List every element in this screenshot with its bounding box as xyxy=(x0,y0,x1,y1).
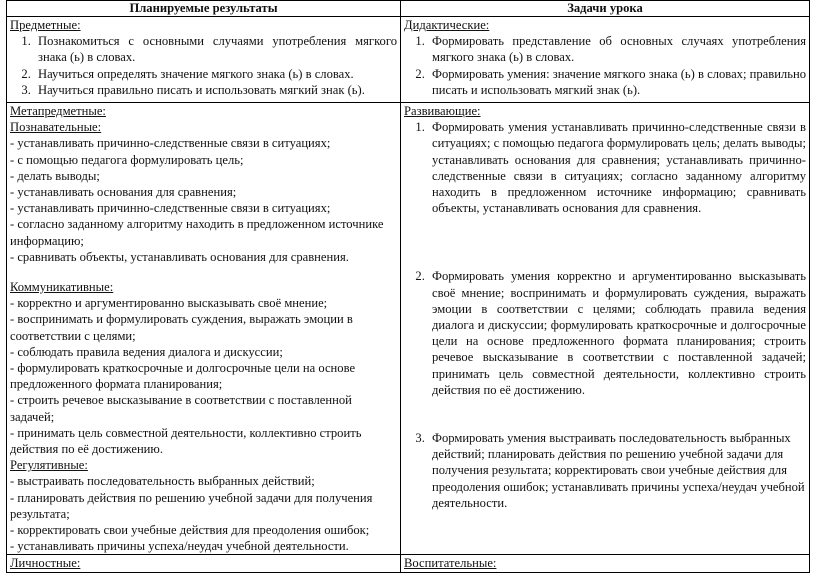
document-page xyxy=(6,0,810,571)
didactic-title: Дидактические: xyxy=(404,18,490,32)
list-item: - воспринимать и формулировать суждения, выражать эмоции в соответствии с целями; xyxy=(10,312,353,343)
subject-list xyxy=(10,33,397,98)
list-item: 1. Познакомиться с основными случаями употребления мягкого знака (ь) в словах. xyxy=(34,33,397,65)
list-item: 2. Формировать умения: значение мягкого знака (ь) в словах; правильно писать и использовать мягкий знак (ь). xyxy=(428,66,806,98)
educational-title: Воспитательные: xyxy=(404,556,497,571)
subject-results-cell xyxy=(7,17,401,103)
list-item: - формулировать краткосрочные и долгосрочные цели на основе предложенного формата планирования; xyxy=(10,361,356,392)
list-item: 1. Формировать представление об основных случаях употребления мягкого знака (ь) в словах. xyxy=(428,33,806,65)
list-item: 3. Научиться правильно писать и использовать мягкий знак (ь). xyxy=(34,82,397,98)
meta-title: Метапредметные: xyxy=(10,104,106,118)
list-item: - согласно заданному алгоритму находить в предложенном источнике информацию; xyxy=(10,217,384,248)
cognitive-title: Познавательные: xyxy=(10,120,102,135)
list-item: 3. Формировать умения выстраивать последовательность выбранных действий; планировать действия по решению учебной задачи для получения результата; корректировать свои учебные действия для преодоления ошибок; устанавливать причины успеха/неудач учебной деятельности. xyxy=(428,430,806,511)
list-item: - корректировать свои учебные действия для преодоления ошибок; xyxy=(10,523,370,538)
list-item: - устанавливать причинно-следственные связи в ситуациях; xyxy=(10,201,331,216)
regulatory-title: Регулятивные: xyxy=(10,458,88,473)
communicative-title: Коммуникативные: xyxy=(10,280,114,295)
list-item: - устанавливать основания для сравнения; xyxy=(10,185,237,200)
list-item: - соблюдать правила ведения диалога и дискуссии; xyxy=(10,344,283,359)
personal-title: Личностные: xyxy=(10,556,81,571)
didactic-list xyxy=(404,33,806,98)
list-item: - строить речевое высказывание в соответствии с поставленной задачей; xyxy=(10,393,352,424)
list-item: - корректно и аргументированно высказывать своё мнение; xyxy=(10,296,328,311)
personal-results-cell xyxy=(7,555,401,572)
list-item: - с помощью педагога формулировать цель; xyxy=(10,152,244,167)
developmental-list xyxy=(404,119,806,511)
meta-results-cell xyxy=(7,103,401,555)
list-item: - планировать действия по решению учебной задачи для получения результата; xyxy=(10,490,373,521)
list-item: - делать выводы; xyxy=(10,168,100,183)
header-planned-results: Планируемые результаты xyxy=(7,1,401,17)
didactic-tasks-cell xyxy=(401,17,810,103)
educational-tasks-cell xyxy=(401,555,810,572)
developmental-title: Развивающие: xyxy=(404,104,481,118)
list-item: 2. Формировать умения корректно и аргументированно высказывать своё мнение; воспринимать и формулировать суждения, выражать эмоции в соответствии с целями; соблюдать правила ведения диалога и дискуссии; формулировать краткосрочные и долгосрочные цели на основе предложенного формата планирования; строить речевое высказывание в соответствии с поставленной задачей; принимать цель совместной деятельности, коллективно строить действия по её достижению. xyxy=(428,268,806,398)
subject-title: Предметные: xyxy=(10,18,81,32)
list-item: - устанавливать причинно-следственные связи в ситуациях; xyxy=(10,136,331,151)
lesson-table xyxy=(6,0,810,573)
list-item: 1. Формировать умения устанавливать причинно-следственные связи в ситуациях; с помощью педагога формулировать цель; делать выводы; устанавливать основания для сравнения; устанавливать причинно-следственные связи в ситуациях; согласно заданному алгоритму находить в предложенном источнике информацию; сравнивать объекты, устанавливать основания для сравнения. xyxy=(428,119,806,216)
list-item: 2. Научиться определять значение мягкого знака (ь) в словах. xyxy=(34,66,397,82)
list-item: - принимать цель совместной деятельности, коллективно строить действия по её достижению. xyxy=(10,425,362,457)
developmental-tasks-cell xyxy=(401,103,810,555)
header-lesson-tasks: Задачи урока xyxy=(401,1,810,17)
list-item: - сравнивать объекты, устанавливать основания для сравнения. xyxy=(10,249,349,264)
list-item: - устанавливать причины успеха/неудач учебной деятельности. xyxy=(10,539,349,554)
list-item: - выстраивать последовательность выбранных действий; xyxy=(10,474,315,489)
